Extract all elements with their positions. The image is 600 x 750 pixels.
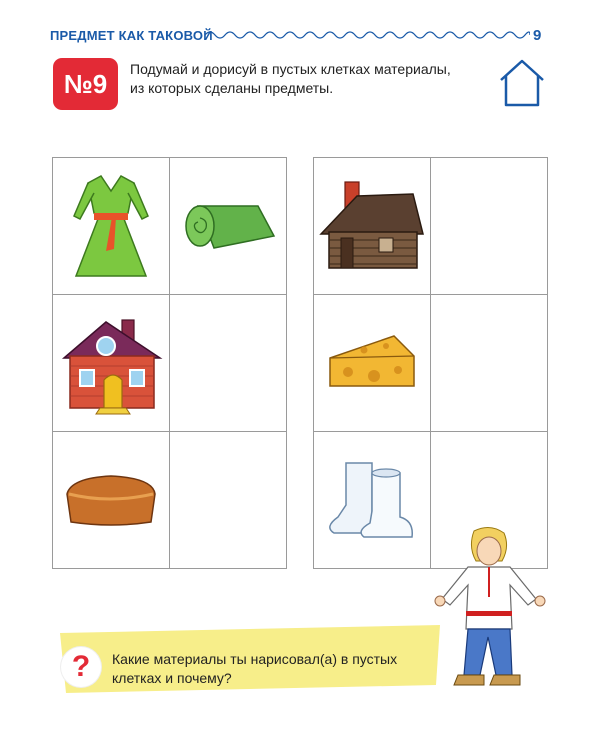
cheese-image (324, 328, 420, 398)
question-text: Какие материалы ты нарисовал(а) в пустых клетках и почему? (112, 651, 398, 686)
boy-illustration (428, 525, 552, 695)
grid-cell (53, 432, 170, 569)
grid-cell (314, 295, 431, 432)
question-mark-icon: ? (61, 647, 101, 687)
grid-cell-empty[interactable] (431, 295, 548, 432)
grid-cell (53, 295, 170, 432)
grid-cell (314, 432, 431, 569)
house-outline-icon (498, 58, 546, 108)
grid-cell (53, 158, 170, 295)
wavy-divider (205, 29, 530, 41)
grid-cell-empty[interactable] (431, 158, 548, 295)
page-number: 9 (533, 27, 542, 44)
task-text: Подумай и дорисуй в пустых клетках материалы, из которых сделаны предметы. (130, 61, 451, 96)
grid-cell (314, 158, 431, 295)
grid-cell-empty[interactable] (170, 295, 287, 432)
bread-loaf-image (61, 470, 161, 530)
dress-image (66, 171, 156, 281)
felt-boots-image (324, 455, 420, 545)
task-number-badge: №9 (53, 58, 118, 110)
section-title: ПРЕДМЕТ КАК ТАКОВОЙ (50, 28, 213, 43)
grid-cell (170, 158, 287, 295)
fabric-roll-image (178, 196, 278, 256)
right-grid (313, 157, 548, 569)
grid-cell-empty[interactable] (170, 432, 287, 569)
wooden-hut-image (317, 176, 427, 276)
brick-house-image (56, 308, 166, 418)
left-grid (52, 157, 287, 569)
